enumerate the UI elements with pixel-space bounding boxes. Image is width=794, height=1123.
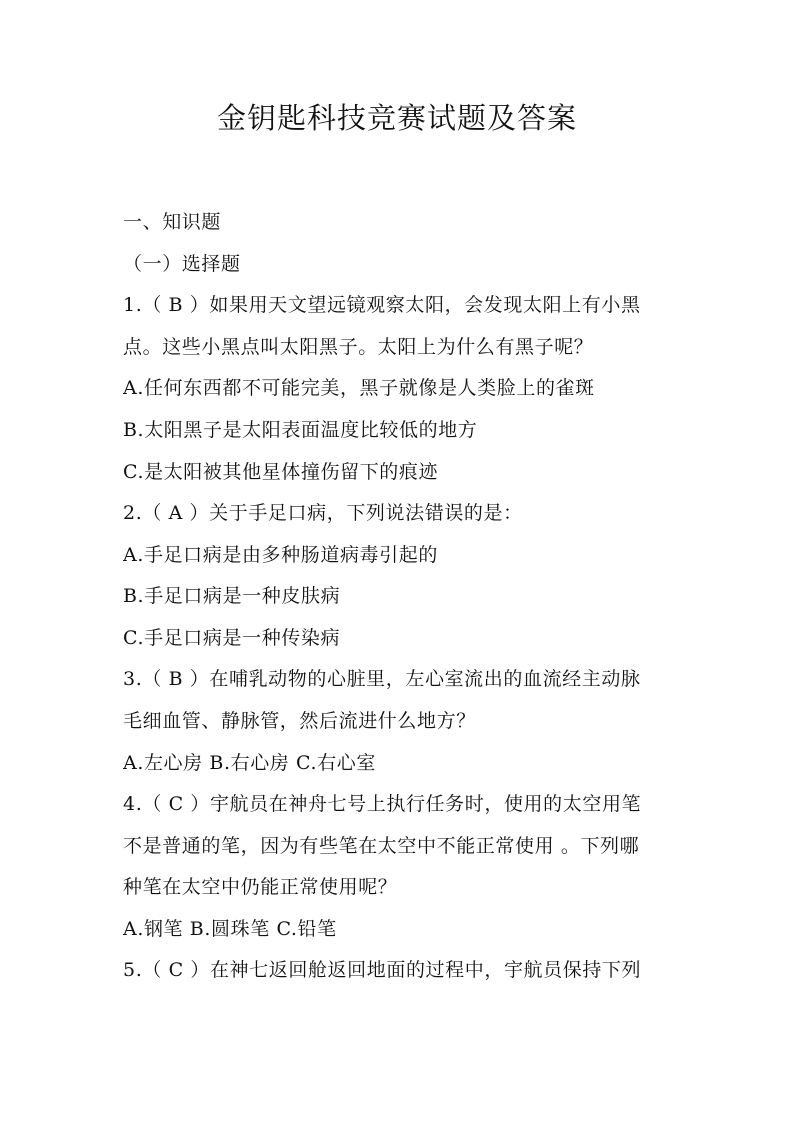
question-1-option-b: B.太阳黑子是太阳表面温度比较低的地方 bbox=[123, 419, 478, 441]
question-3-options: A.左心房 B.右心房 C.右心室 bbox=[123, 752, 376, 774]
question-5-line-1: 5.（ C ）在神七返回舱返回地面的过程中，宇航员保持下列 bbox=[123, 959, 642, 981]
question-4-line-2: 不是普通的笔，因为有些笔在太空中不能正常使用 。下列哪 bbox=[123, 835, 640, 857]
question-4-line-1: 4.（ C ）宇航员在神舟七号上执行任务时，使用的太空用笔 bbox=[123, 793, 642, 815]
question-2: 2.（ A ）关于手足口病，下列说法错误的是： bbox=[123, 502, 523, 524]
question-1-line-1: 1.（ B ）如果用天文望远镜观察太阳，会发现太阳上有小黑 bbox=[123, 294, 641, 316]
question-2-option-b: B.手足口病是一种皮肤病 bbox=[123, 585, 341, 607]
page-title: 金钥匙科技竞赛试题及答案 bbox=[216, 101, 577, 135]
question-4-options: A.钢笔 B.圆珠笔 C.铅笔 bbox=[123, 918, 337, 940]
section-heading: 一、知识题 bbox=[123, 211, 222, 233]
question-2-option-c: C.手足口病是一种传染病 bbox=[123, 627, 341, 649]
question-3-line-2: 毛细血管、静脉管，然后流进什么地方？ bbox=[123, 710, 476, 732]
question-1-line-2: 点。这些小黑点叫太阳黑子。太阳上为什么有黑子呢？ bbox=[123, 336, 594, 358]
subsection-heading: （一）选择题 bbox=[123, 253, 241, 275]
question-3-line-1: 3.（ B ）在哺乳动物的心脏里，左心室流出的血流经主动脉 bbox=[123, 668, 641, 690]
question-2-option-a: A.手足口病是由多种肠道病毒引起的 bbox=[123, 544, 438, 566]
question-1-option-a: A.任何东西都不可能完美，黑子就像是人类脸上的雀斑 bbox=[123, 377, 595, 399]
question-4-line-3: 种笔在太空中仍能正常使用呢？ bbox=[123, 876, 398, 898]
question-1-option-c: C.是太阳被其他星体撞伤留下的痕迹 bbox=[123, 461, 439, 483]
